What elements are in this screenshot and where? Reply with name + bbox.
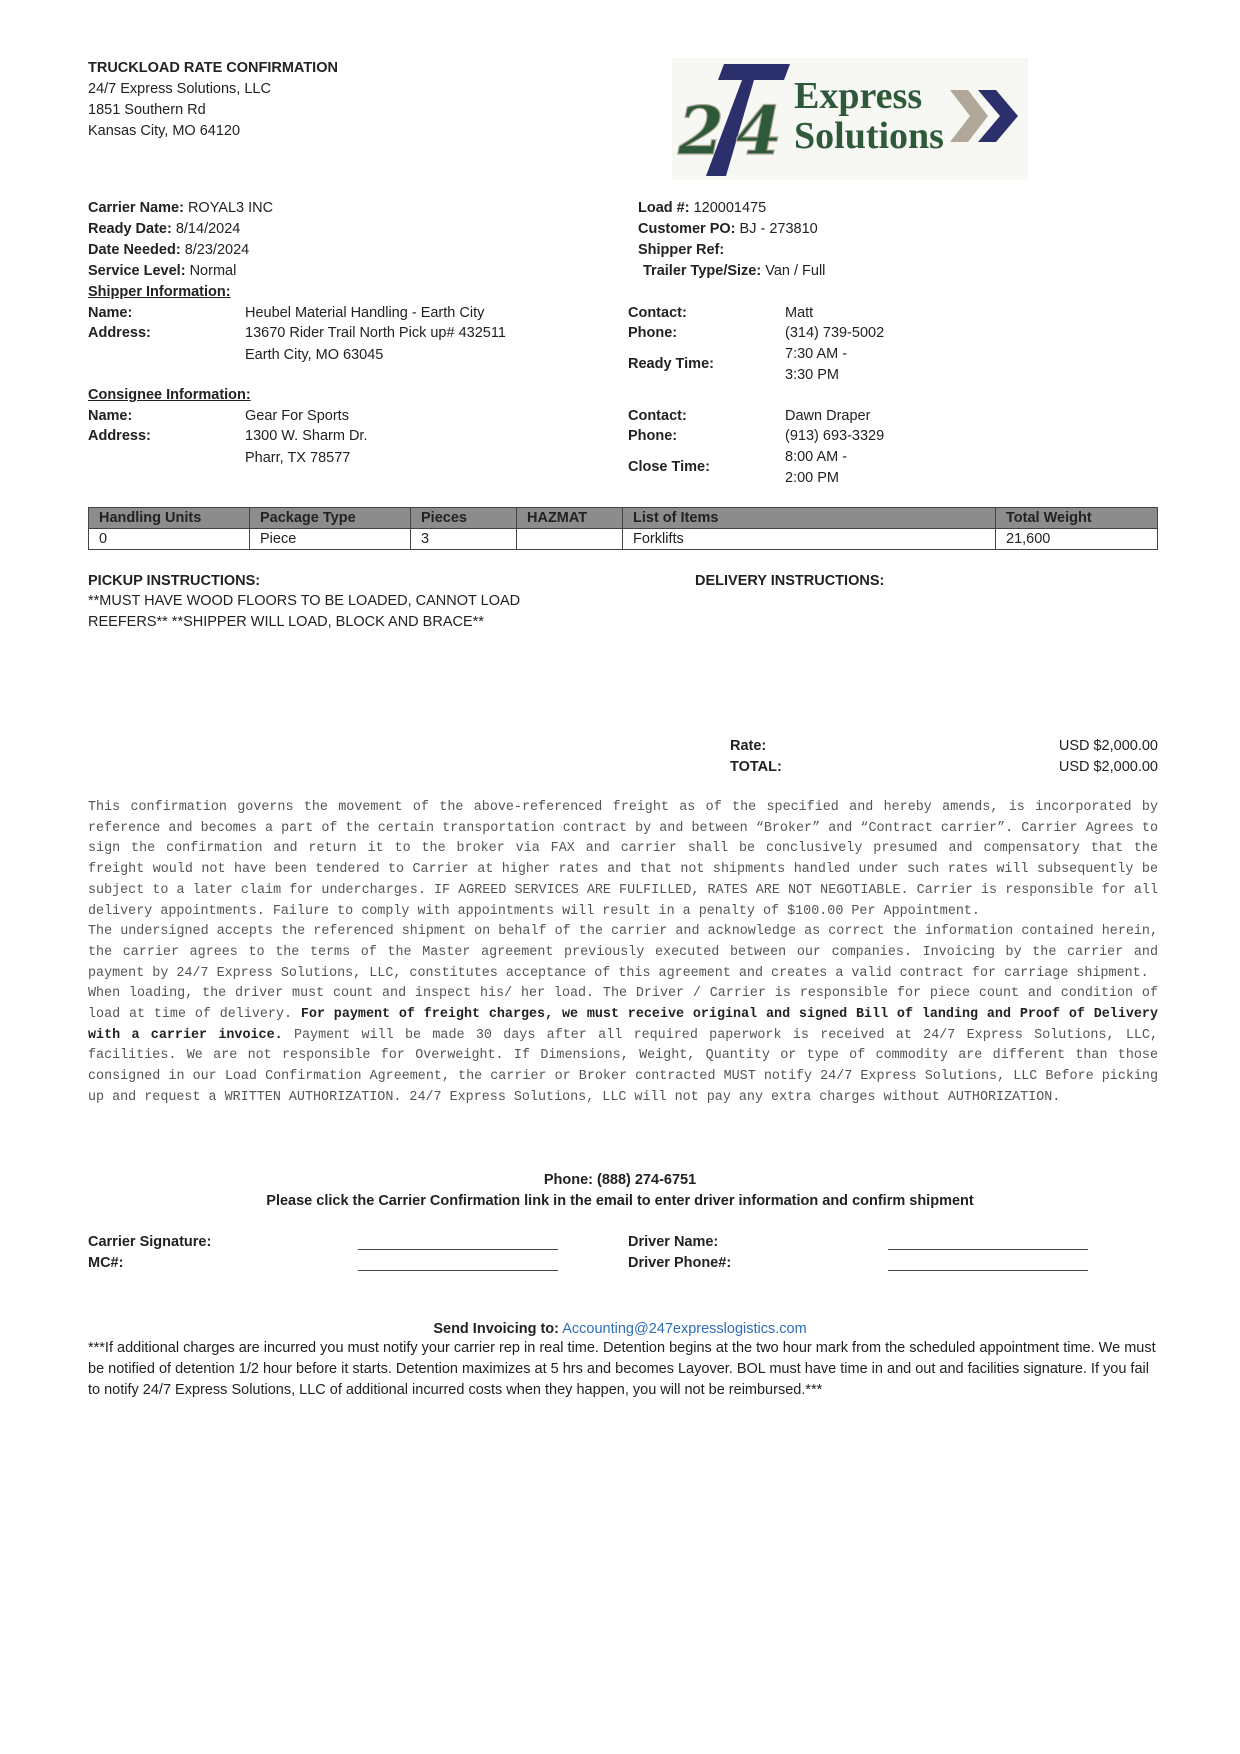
- company-address-line1: 1851 Southern Rd: [88, 102, 206, 118]
- logo-number-2: 2: [678, 92, 724, 170]
- column-header-package-type: Package Type: [250, 508, 411, 529]
- shipper-phone-value: (314) 739-5002: [785, 325, 885, 341]
- carrier-confirmation-note: Please click the Carrier Confirmation link in the email to enter driver information and confirm shipment: [266, 1193, 974, 1209]
- total-label: TOTAL:: [730, 759, 782, 775]
- carrier-name-value: ROYAL3 INC: [187, 200, 274, 216]
- load-number-value: 120001475: [693, 200, 767, 216]
- logo-chevron-taupe: [950, 90, 988, 142]
- shipper-ref-row: Shipper Ref:: [638, 242, 725, 258]
- service-level-value: Normal: [189, 263, 237, 279]
- consignee-phone-value: (913) 693-3329: [785, 428, 885, 444]
- rate-value: USD $2,000.00: [1058, 738, 1158, 754]
- carrier-signature-label: Carrier Signature:: [88, 1234, 212, 1250]
- shipper-address-label: Address:: [88, 325, 151, 341]
- cell-pieces: 3: [411, 529, 517, 550]
- consignee-close-time-end: 2:00 PM: [785, 470, 839, 486]
- consignee-close-time-label: Close Time:: [628, 459, 710, 475]
- rate-label: Rate:: [730, 738, 767, 754]
- driver-phone-line[interactable]: [888, 1256, 1088, 1271]
- invoicing-email-link[interactable]: Accounting@247expresslogistics.com: [562, 1321, 807, 1337]
- consignee-info-heading: Consignee Information:: [88, 387, 251, 403]
- load-number-row: Load #: 120001475: [638, 200, 767, 216]
- terms-and-conditions: [88, 798, 1158, 1109]
- logo-word-express: Express: [794, 75, 923, 117]
- carrier-name-row: Carrier Name: ROYAL3 INC: [88, 200, 274, 216]
- shipper-ready-time-label: Ready Time:: [628, 356, 714, 372]
- payment-requirement-emphasis: For payment of freight charges, we must receive original and signed Bill of landing and Proof of Delivery with a carrier invoice.: [88, 1007, 1159, 1043]
- cell-handling-units: 0: [89, 529, 250, 550]
- cell-package-type: Piece: [250, 529, 411, 550]
- column-header-hazmat: HAZMAT: [517, 508, 623, 529]
- pickup-instructions-line2: REEFERS** **SHIPPER WILL LOAD, BLOCK AND BRACE**: [88, 614, 484, 630]
- additional-charges-note: ***If additional charges are incurred you must notify your carrier rep in real time. Detention begins at the two hour mark from the scheduled appointment time. We must be notified of detention 1/2 hour before it starts. Detention maximizes at 5 hrs and becomes Layover. BOL must have time in and out and facilities signature. If you fail to notify 24/7 Express Solutions, LLC of additional incurred costs when they happen, you will not be reimbursed.***: [88, 1340, 1156, 1398]
- shipper-name-label: Name:: [88, 305, 133, 321]
- column-header-total-weight: Total Weight: [996, 508, 1158, 529]
- shipper-phone-label: Phone:: [628, 325, 678, 341]
- cell-hazmat: [517, 529, 623, 550]
- mc-number-label: MC#:: [88, 1255, 124, 1271]
- cell-total-weight: 21,600: [996, 529, 1158, 550]
- terms-paragraph-2: The undersigned accepts the referenced shipment on behalf of the carrier and acknowledge as correct the information contained herein, the carrier agrees to the terms of the Master agreement previously executed between our companies. Invoicing by the carrier and payment by 24/7 Express Solutions, LLC, constitutes acceptance of this agreement and creates a valid contract for carriage shipment.: [88, 924, 1158, 981]
- consignee-contact-value: Dawn Draper: [785, 408, 871, 424]
- consignee-phone-label: Phone:: [628, 428, 678, 444]
- shipper-ready-time-start: 7:30 AM -: [785, 346, 848, 362]
- document-title: TRUCKLOAD RATE CONFIRMATION: [88, 60, 338, 76]
- company-name: 24/7 Express Solutions, LLC: [88, 81, 271, 97]
- trailer-type-value: Van / Full: [765, 263, 826, 279]
- carrier-signature-line[interactable]: [358, 1235, 558, 1250]
- column-header-list-of-items: List of Items: [623, 508, 996, 529]
- items-table: [88, 507, 1158, 550]
- driver-name-label: Driver Name:: [628, 1234, 719, 1250]
- total-value: USD $2,000.00: [1058, 759, 1158, 775]
- shipper-info-heading: Shipper Information:: [88, 284, 231, 300]
- cell-list-of-items: Forklifts: [623, 529, 996, 550]
- column-header-pieces: Pieces: [411, 508, 517, 529]
- consignee-name-value: Gear For Sports: [245, 408, 349, 424]
- driver-phone-label: Driver Phone#:: [628, 1255, 732, 1271]
- load-info-right: [638, 198, 825, 282]
- date-needed-row: Date Needed: 8/23/2024: [88, 242, 250, 258]
- ready-date-value: 8/14/2024: [175, 221, 241, 237]
- shipper-contact-value: Matt: [785, 305, 814, 321]
- terms-paragraph-1: This confirmation governs the movement of the above-referenced freight as of the specified and hereby amends, is incorporated by reference and becomes a part of the certain transportation contract by and between “Broker” and “Contract carrier”. Carrier Agrees to sign the confirmation and return it to the broker via FAX and carrier shall be conclusively presumed and compensatory that the freight would not have been tendered to Carrier at higher rates and that not shipments handled under such rates will subsequently be subject to a later claim for undercharges. IF AGREED SERVICES ARE FULFILLED, RATES ARE NOT NEGOTIABLE. Carrier is responsible for all delivery appointments. Failure to comply with appointments will result in a penalty of $100.00 Per Appointment.: [88, 800, 1158, 919]
- table-row: [89, 529, 1158, 550]
- consignee-address-line1: 1300 W. Sharm Dr.: [245, 428, 368, 444]
- customer-po-row: Customer PO: BJ - 273810: [638, 221, 818, 237]
- company-address-line2: Kansas City, MO 64120: [88, 123, 241, 139]
- invoicing-row: [0, 1319, 1240, 1339]
- shipper-contact-label: Contact:: [628, 305, 687, 321]
- service-level-row: Service Level: Normal: [88, 263, 237, 279]
- shipper-address-line2: Earth City, MO 63045: [245, 347, 384, 363]
- logo-number-4: 4: [736, 92, 782, 170]
- driver-name-line[interactable]: [888, 1235, 1088, 1250]
- pickup-instructions-label: PICKUP INSTRUCTIONS:: [88, 573, 261, 589]
- pickup-instructions-line1: **MUST HAVE WOOD FLOORS TO BE LOADED, CANNOT LOAD: [88, 593, 521, 609]
- date-needed-value: 8/23/2024: [184, 242, 250, 258]
- ready-date-row: Ready Date: 8/14/2024: [88, 221, 241, 237]
- shipper-ready-time-end: 3:30 PM: [785, 367, 839, 383]
- consignee-address-label: Address:: [88, 428, 151, 444]
- consignee-name-label: Name:: [88, 408, 133, 424]
- terms-paragraph-3: When loading, the driver must count and inspect his/ her load. The Driver / Carrier is responsible for piece count and condition of load at time of delivery. For payment of freight charges, we must receive original and signed Bill of landing and Proof of Delivery with a carrier invoice. Payment will be made 30 days after all required paperwork is received at 24/7 Express Solutions, LLC, facilities. We are not responsible for Overweight. If Dimensions, Weight, Quantity or type of commodity are different than those consigned in our Load Confirmation Agreement, the carrier or Broker contracted MUST notify 24/7 Express Solutions, LLC Before picking up and request a WRITTEN AUTHORIZATION. 24/7 Express Solutions, LLC will not pay any extra charges without AUTHORIZATION.: [88, 986, 1159, 1105]
- invoicing-label: Send Invoicing to:: [433, 1321, 559, 1337]
- shipper-name-value: Heubel Material Handling - Earth City: [245, 305, 485, 321]
- company-logo: [672, 58, 1028, 180]
- load-info-left: [88, 198, 273, 282]
- items-table-header-row: [89, 508, 1158, 529]
- mc-number-line[interactable]: [358, 1256, 558, 1271]
- delivery-instructions-label: DELIVERY INSTRUCTIONS:: [695, 573, 885, 589]
- trailer-type-row: Trailer Type/Size: Van / Full: [643, 263, 826, 279]
- customer-po-value: BJ - 273810: [739, 221, 818, 237]
- shipper-address-line1: 13670 Rider Trail North Pick up# 432511: [245, 325, 506, 341]
- consignee-close-time-start: 8:00 AM -: [785, 449, 848, 465]
- logo-word-solutions: Solutions: [794, 115, 944, 157]
- broker-phone: Phone: (888) 274-6751: [543, 1172, 697, 1188]
- column-header-handling-units: Handling Units: [89, 508, 250, 529]
- company-header: [88, 58, 338, 142]
- consignee-address-line2: Pharr, TX 78577: [245, 450, 351, 466]
- consignee-contact-label: Contact:: [628, 408, 687, 424]
